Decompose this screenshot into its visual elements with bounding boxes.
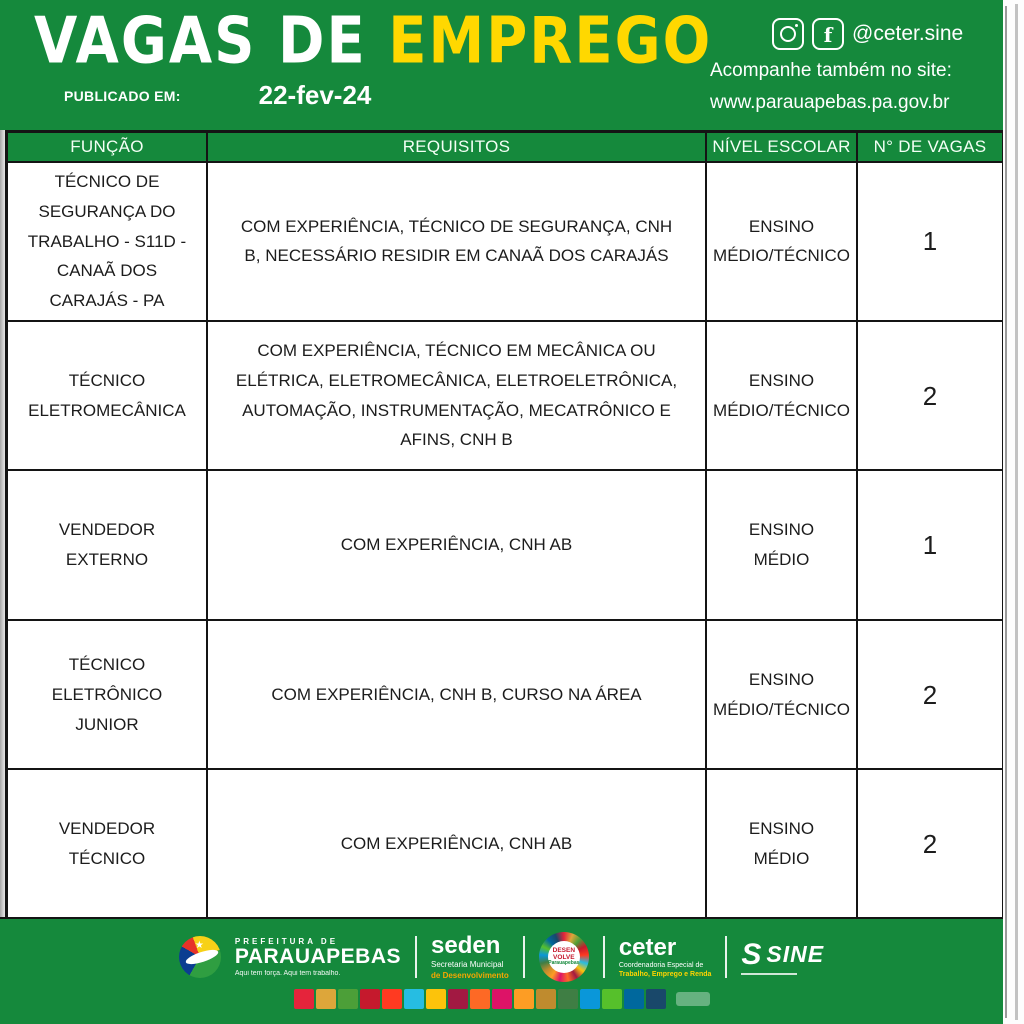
header-right-block [710, 18, 1000, 114]
sdg-icon [360, 989, 380, 1009]
column-header-funcao: FUNÇÃO [8, 133, 208, 163]
instagram-icon[interactable] [772, 18, 804, 50]
cell-n-de-vagas: 1 [858, 163, 1004, 322]
sdg-icon [514, 989, 534, 1009]
desenvolve-line2: VOLVE [553, 954, 575, 962]
facebook-icon[interactable] [812, 18, 844, 50]
cell-n-de-vagas: 1 [858, 471, 1004, 621]
emblem-star-icon: ★ [194, 940, 204, 951]
ceter-logo [619, 936, 712, 978]
cell-funcao: TÉCNICO ELETRÔNICO JUNIOR [8, 621, 208, 771]
sine-tagline-bar [741, 973, 797, 975]
parauapebas-label: PARAUAPEBAS [234, 945, 402, 968]
footer-logo-row [0, 932, 1003, 982]
desenvolve-line3: Parauapebas [548, 960, 580, 967]
social-row [772, 18, 1000, 50]
page-edge [1003, 0, 1024, 1024]
logo-divider [415, 936, 417, 978]
page-edge-line [1005, 6, 1007, 1018]
sdg-icon [338, 989, 358, 1009]
published-label: PUBLICADO EM: [64, 88, 181, 104]
cell-funcao: TÉCNICO DE SEGURANÇA DO TRABALHO - S11D - CANAÃ DOS CARAJÁS - PA [8, 163, 208, 322]
vacancies-table [5, 130, 1004, 920]
prefeitura-tagline: Aqui tem força. Aqui tem trabalho. [234, 970, 341, 977]
sdg-icon [448, 989, 468, 1009]
facebook-f-glyph: f [823, 23, 833, 47]
instagram-lens [780, 26, 796, 42]
table-body [8, 163, 1004, 920]
sdg-icon [492, 989, 512, 1009]
column-header-n-de-vagas: N° DE VAGAS [858, 133, 1004, 163]
social-handle[interactable]: @ceter.sine [852, 22, 964, 45]
cell-requisitos: COM EXPERIÊNCIA, TÉCNICO DE SEGURANÇA, CNH B, NECESSÁRIO RESIDIR EM CANAÃ DOS CARAJÁS [208, 163, 707, 322]
cell-requisitos: COM EXPERIÊNCIA, CNH AB [208, 770, 707, 920]
instagram-dot [795, 24, 798, 27]
logo-divider [603, 936, 605, 978]
cell-n-de-vagas: 2 [858, 770, 1004, 920]
seden-logo [431, 934, 509, 980]
table-row [8, 471, 1004, 621]
sdg-icon [624, 989, 644, 1009]
footer [0, 917, 1003, 1024]
cell-nivel-escolar: ENSINO MÉDIO/TÉCNICO [707, 163, 858, 322]
cell-nivel-escolar: ENSINO MÉDIO/TÉCNICO [707, 621, 858, 771]
parauapebas-logo [235, 937, 401, 977]
prefeitura-de-label: PREFEITURA DE [234, 937, 339, 946]
cell-nivel-escolar: ENSINO MÉDIO [707, 471, 858, 621]
sdg-icon [536, 989, 556, 1009]
table-row [8, 163, 1004, 322]
ceter-subtitle-1: Coordenadoria Especial de [618, 962, 704, 969]
table-row [8, 322, 1004, 472]
published-date: 22-fev-24 [258, 80, 372, 110]
sdg-icon [426, 989, 446, 1009]
table-row [8, 621, 1004, 771]
cell-nivel-escolar: ENSINO MÉDIO/TÉCNICO [707, 322, 858, 472]
sine-logo [741, 937, 825, 975]
parauapebas-emblem-icon [179, 936, 221, 978]
cell-funcao: VENDEDOR EXTERNO [8, 471, 208, 621]
column-header-requisitos: REQUISITOS [208, 133, 707, 163]
desenvolve-badge-center [548, 941, 580, 973]
ceter-subtitle-2: Trabalho, Emprego e Renda [618, 971, 712, 978]
cell-requisitos: COM EXPERIÊNCIA, CNH B, CURSO NA ÁREA [208, 621, 707, 771]
cell-funcao: VENDEDOR TÉCNICO [8, 770, 208, 920]
title-white-part: VAGAS DE [34, 4, 389, 79]
sdg-icon [316, 989, 336, 1009]
sdg-icon [580, 989, 600, 1009]
sdg-icon [558, 989, 578, 1009]
cell-funcao: TÉCNICO ELETROMECÂNICA [8, 322, 208, 472]
table-header-row [8, 133, 1004, 163]
sine-s-icon: S [741, 937, 762, 971]
cell-requisitos: COM EXPERIÊNCIA, TÉCNICO EM MECÂNICA OU ELÉTRICA, ELETROMECÂNICA, ELETROELETRÔNICA, AUTOMAÇÃO, INSTRUMENTAÇÃO, MECATRÔNICO E AFINS, CNH B [208, 322, 707, 472]
page-edge-line [1015, 4, 1018, 1020]
site-callout: Acompanhe também no site: [710, 60, 952, 81]
sine-wordmark: SINE [766, 941, 825, 967]
cell-n-de-vagas: 2 [858, 621, 1004, 771]
page-title [34, 4, 712, 79]
seden-wordmark: seden [431, 932, 501, 959]
sdg-icon [470, 989, 490, 1009]
logo-divider [725, 936, 727, 978]
sdg-icons-row [0, 989, 1003, 1009]
seden-subtitle-1: Secretaria Municipal [431, 960, 504, 969]
logo-divider [523, 936, 525, 978]
header [0, 0, 1003, 130]
sdg-icon [404, 989, 424, 1009]
sine-wordmark-row [741, 937, 825, 971]
desenvolve-badge-icon [539, 932, 589, 982]
title-yellow-part: EMPREGO [388, 4, 713, 79]
column-header-nivel-escolar: NÍVEL ESCOLAR [707, 133, 858, 163]
site-url[interactable]: www.parauapebas.pa.gov.br [710, 92, 950, 113]
seden-subtitle-2: de Desenvolvimento [431, 971, 509, 980]
ceter-wordmark: ceter [618, 934, 677, 961]
sdg-icon [602, 989, 622, 1009]
sdg-icon [294, 989, 314, 1009]
cell-requisitos: COM EXPERIÊNCIA, CNH AB [208, 471, 707, 621]
desenvolve-line1: DESEN [552, 947, 576, 955]
table-row [8, 770, 1004, 920]
cell-nivel-escolar: ENSINO MÉDIO [707, 770, 858, 920]
cell-n-de-vagas: 2 [858, 322, 1004, 472]
sdg-icon [382, 989, 402, 1009]
sdg-icon [646, 989, 666, 1009]
sdg-wordmark [676, 992, 710, 1006]
